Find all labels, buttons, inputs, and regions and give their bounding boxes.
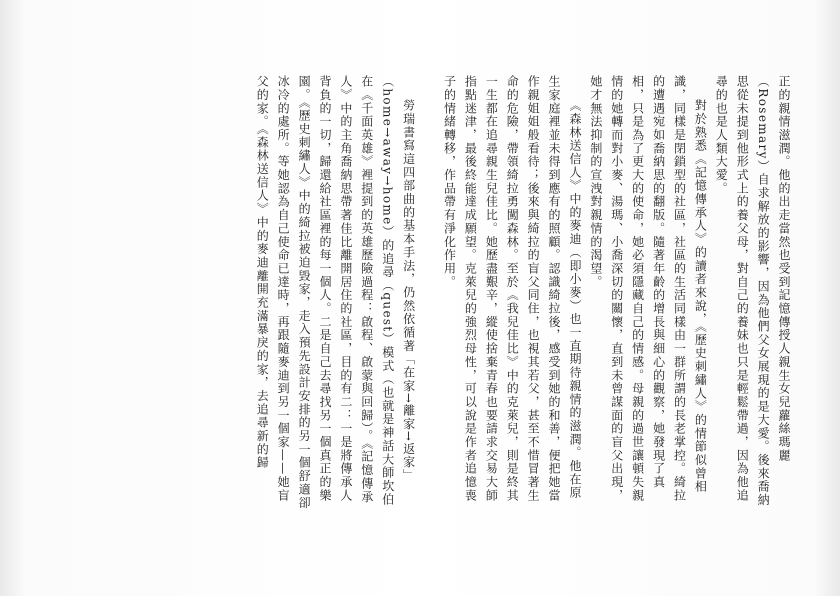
paragraph-3: 《森林送信人》中的麥迪（即小麥）也一直期待親情的滋潤。他在原生家庭裡並未得到應有的照顧。認識綺拉後，感受到她的和善，便把她當作親姐姐般看待；後來與綺拉的盲父同住，也視其若父，甚至不惜冒著生命的危險，帶領綺拉勇闖森林。至於《我兒佳比》中的克萊兒，則是終其一生都在追尋親生兒佳比。她歷盡艱辛，縱使捨棄青春也要請求交易大師指點迷津，最後終能達成願望。克萊兒的強烈母性，可以說是作者追憶喪子的情緒轉移，作品帶有淨化作用。 (442, 75, 582, 503)
paragraph-1: 正的親情滋潤。他的出走當然也受到記憶傳授人親生女兒蘿絲瑪麗（Rosemary）自求解放的影響，因為他們父女展現的是大愛。後來喬納思從未提到他形式上的養父母，對自己的養妹也只是輕鬆帶過，因為他追尋的也是人類大愛。 (714, 75, 791, 507)
paragraph-2: 對於熟悉《記憶傳承人》的讀者來說，《歷史刺繡人》的情節似曾相識，同樣是閉鎖型的社區，社區的生活同樣由一群所謂的長老掌控。綺拉的遭遇宛如喬納思的翻版。隨著年齡的增長與細心的觀察，她發現了真相，只是為了更大的使命，她必須隱藏自己的情感。母親的過世讓頓失親情的她轉而對小麥、湯瑪、小喬深切的關懷，直到未曾謀面的盲父出現，她才無法抑制的宣洩對親情的渴望。 (588, 75, 708, 503)
vertical-text-body (231, 75, 794, 510)
paragraph-4: 勞瑞書寫這四部曲的基本手法，仍然依循著「在家→離家→返家」（home→away→home）的追尋（quest）模式（也就是神話大師坎伯在《千面英雄》裡提到的英雄歷險過程：啟程、啟蒙與回歸）。《記憶傳承人》中的主角喬納思帶著佳比離開居住的社區，目的有二：一是將傳承人背負的一切，歸還給社區裡的每一個人。二是自己去尋找另一個真正的樂園。《歷史刺繡人》中的綺拉被迫毀家，走入預先設計安排的另一個舒適卻冰冷的處所。等她認為自己使命已達時，再跟隨麥迪到另一個家——她盲父的家。《森林送信人》中的麥迪離開充滿暴戾的家，去追尋新的歸 (255, 75, 416, 510)
